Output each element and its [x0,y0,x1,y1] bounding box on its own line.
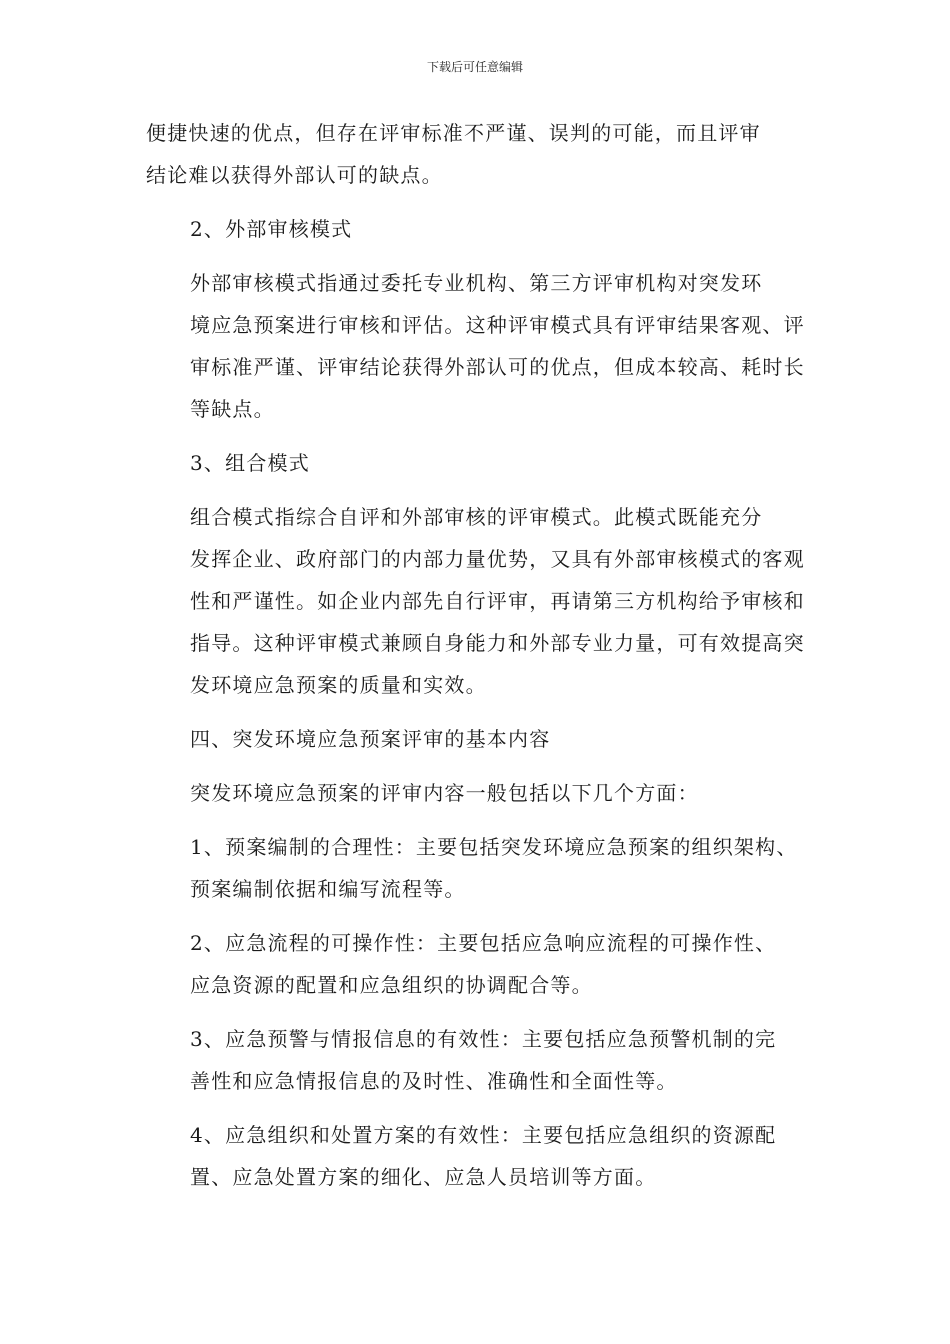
text-line: 便捷快速的优点，但存在评审标准不严谨、误判的可能，而且评审 [146,121,761,145]
text-line: 组合模式指综合自评和外部审核的评审模式。此模式既能充分 [190,505,763,529]
page-header: 下载后可任意编辑 [426,60,523,74]
paragraph [146,1114,836,1198]
text-line: 发环境应急预案的质量和实效。 [190,673,487,697]
text-line: 结论难以获得外部认可的缺点。 [146,163,443,187]
text-line: 应急资源的配置和应急组织的协调配合等。 [190,973,593,997]
text-line: 2、应急流程的可操作性：主要包括应急响应流程的可操作性、 [190,931,777,955]
text-line: 1、预案编制的合理性：主要包括突发环境应急预案的组织架构、 [190,835,798,859]
text-line: 4、应急组织和处置方案的有效性：主要包括应急组织的资源配 [190,1123,777,1147]
text-line: 发挥企业、政府部门的内部力量优势，又具有外部审核模式的客观 [190,547,805,571]
text-line: 3、应急预警与情报信息的有效性：主要包括应急预警机制的完 [190,1027,777,1051]
paragraph [146,112,836,196]
paragraph [146,208,836,250]
text-line: 指导。这种评审模式兼顾自身能力和外部专业力量，可有效提高突 [190,631,805,655]
text-line: 预案编制依据和编写流程等。 [190,877,466,901]
paragraph [146,496,836,706]
text-line: 3、组合模式 [190,451,310,475]
text-line: 境应急预案进行审核和评估。这种评审模式具有评审结果客观、评 [190,313,805,337]
paragraph [146,922,836,1006]
paragraph [146,262,836,430]
text-line: 置、应急处置方案的细化、应急人员培训等方面。 [190,1165,657,1189]
text-line: 外部审核模式指通过委托专业机构、第三方评审机构对突发环 [190,271,763,295]
paragraph [146,718,836,760]
text-line: 性和严谨性。如企业内部先自行评审，再请第三方机构给予审核和 [190,589,805,613]
document-body [146,112,836,1210]
text-line: 善性和应急情报信息的及时性、准确性和全面性等。 [190,1069,678,1093]
paragraph [146,442,836,484]
paragraph [146,772,836,814]
text-line: 突发环境应急预案的评审内容一般包括以下几个方面： [190,781,699,805]
text-line: 四、突发环境应急预案评审的基本内容 [190,727,551,751]
text-line: 审标准严谨、评审结论获得外部认可的优点，但成本较高、耗时长 [190,355,805,379]
text-line: 等缺点。 [190,397,275,421]
text-line: 2、外部审核模式 [190,217,353,241]
paragraph [146,1018,836,1102]
paragraph [146,826,836,910]
